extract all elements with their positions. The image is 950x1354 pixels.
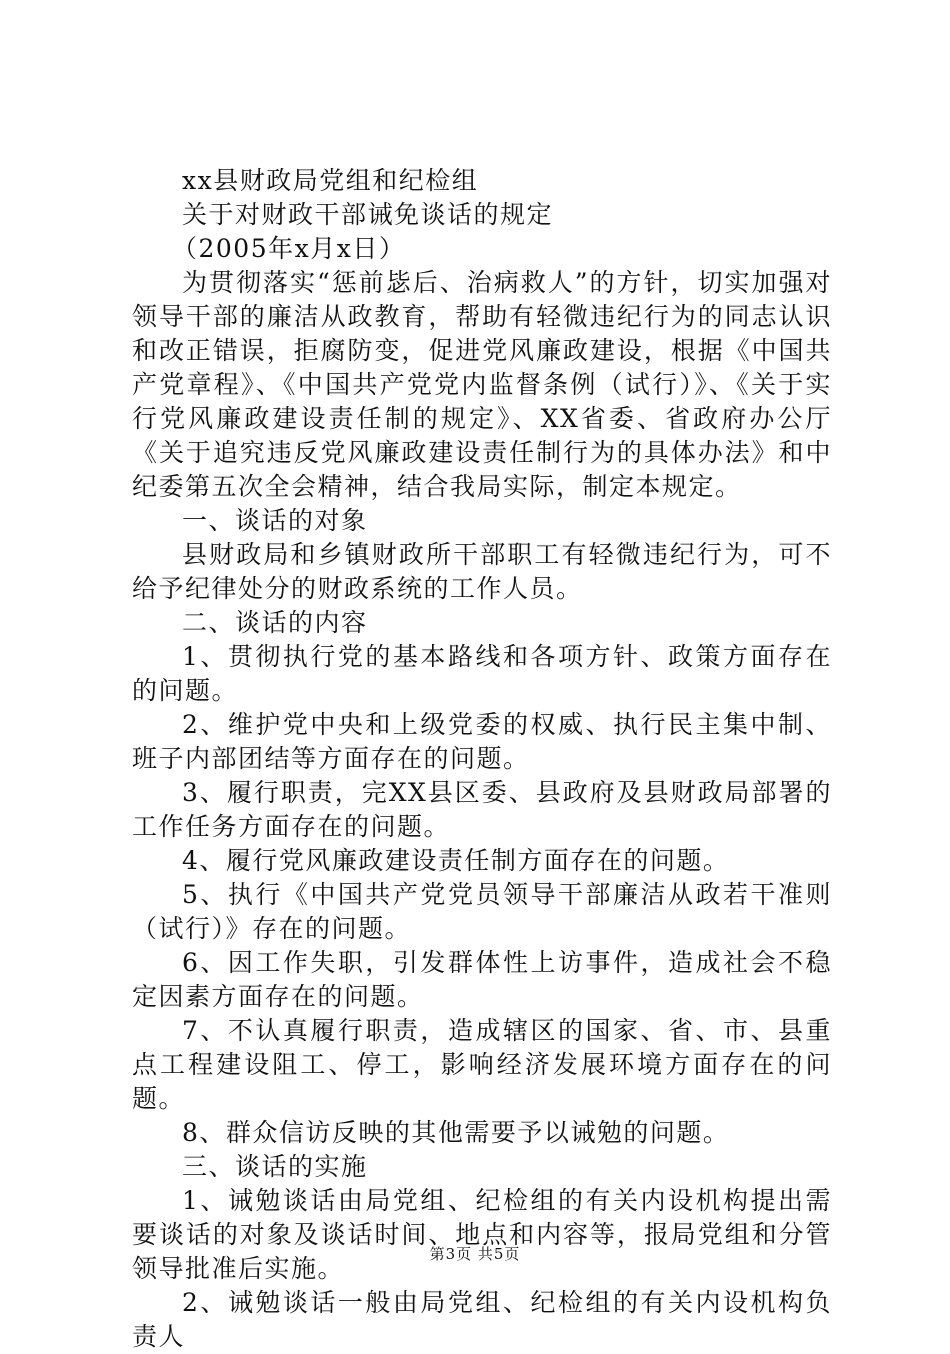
section-2-item-2: 2、维护党中央和上级党委的权威、执行民主集中制、班子内部团结等方面存在的问题。 [132, 710, 832, 773]
document-heading-line-1: xx县财政局党组和纪检组 [182, 166, 479, 195]
section-heading-3: 三、谈话的实施 [182, 1152, 368, 1181]
document-heading-line-2: 关于对财政干部诫免谈话的规定 [182, 200, 554, 229]
section-2-item-6: 6、因工作失职，引发群体性上访事件，造成社会不稳定因素方面存在的问题。 [132, 948, 832, 1011]
page-number-footer: 第3页 共5页 [429, 1245, 521, 1263]
section-1-paragraph: 县财政局和乡镇财政所干部职工有轻微违纪行为，可不给予纪律处分的财政系统的工作人员。 [132, 540, 832, 603]
section-2-item-7: 7、不认真履行职责，造成辖区的国家、省、市、县重点工程建设阻工、停工，影响经济发展环境方面存在的问题。 [132, 1016, 832, 1113]
document-date-line: （2005年x月x日） [172, 234, 406, 263]
section-2-item-4: 4、履行党风廉政建设责任制方面存在的问题。 [182, 846, 730, 875]
section-3-item-1: 1、诫勉谈话由局党组、纪检组的有关内设机构提出需要谈话的对象及谈话时间、地点和内容等，报局党组和分管领导批准后实施。 [132, 1186, 832, 1283]
section-heading-1: 一、谈话的对象 [182, 506, 368, 535]
document-body [132, 164, 832, 1354]
section-heading-2: 二、谈话的内容 [182, 608, 368, 637]
intro-paragraph: 为贯彻落实“惩前毖后、治病救人”的方针，切实加强对领导干部的廉洁从政教育，帮助有轻微违纪行为的同志认识和改正错误，拒腐防变，促进党风廉政建设，根据《中国共产党章程》、《中国共产党党内监督条例（试行）》、《关于实行党风廉政建设责任制的规定》、XX省委、省政府办公厅《关于追究违反党风廉政建设责任制行为的具体办法》和中纪委第五次全会精神，结合我局实际，制定本规定。 [132, 268, 832, 501]
section-3-item-2: 2、诫勉谈话一般由局党组、纪检组的有关内设机构负责人 [132, 1288, 832, 1351]
section-2-item-5: 5、执行《中国共产党党员领导干部廉洁从政若干准则（试行）》存在的问题。 [132, 880, 832, 943]
section-2-item-3: 3、履行职责，完XX县区委、县政府及县财政局部署的工作任务方面存在的问题。 [132, 778, 832, 841]
section-2-item-1: 1、贯彻执行党的基本路线和各项方针、政策方面存在的问题。 [132, 642, 832, 705]
section-2-item-8: 8、群众信访反映的其他需要予以诫勉的问题。 [182, 1118, 730, 1147]
